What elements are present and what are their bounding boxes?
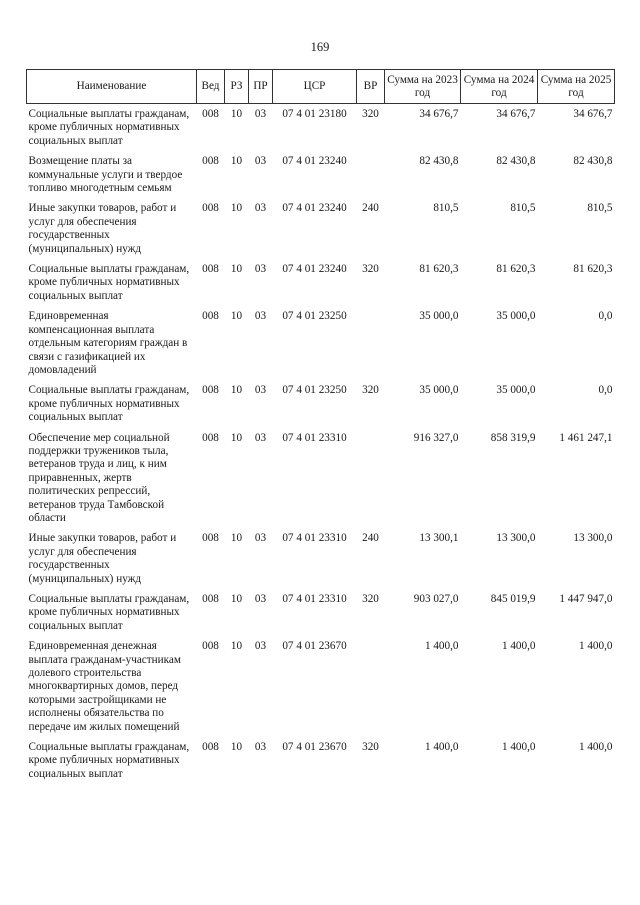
cell-sum-2024: 845 019,9	[490, 593, 536, 605]
cell-vr: 320	[362, 741, 379, 754]
cell-rz: 10	[230, 155, 243, 168]
cell-sum-2025: 1 447 947,0	[559, 593, 613, 605]
cell-csr: 07 4 01 23310	[282, 593, 347, 605]
cell-pr: 03	[254, 202, 267, 215]
cell-sum-2025: 13 300,0	[573, 532, 613, 545]
cell-sum-2024: 81 620,3	[496, 263, 536, 276]
cell-ved: 008	[202, 263, 219, 276]
header-vr: ВР	[357, 70, 385, 104]
cell-sum-2023: 81 620,3	[419, 263, 459, 276]
cell-name: Иные закупки товаров, работ и услуг для обеспечения государственных (муниципальных) нужд	[28, 202, 177, 255]
cell-pr: 03	[254, 384, 267, 397]
cell-ved: 008	[202, 431, 219, 444]
cell-pr: 03	[254, 741, 267, 754]
cell-vr	[357, 148, 385, 195]
cell-csr: 07 4 01 23250	[282, 384, 347, 397]
cell-ved: 008	[202, 202, 219, 215]
cell-pr: 03	[254, 593, 267, 605]
table-row	[27, 256, 615, 303]
cell-pr: 03	[254, 310, 267, 323]
cell-vr	[357, 303, 385, 377]
cell-name: Социальные выплаты гражданам, кроме публичных нормативных социальных выплат	[28, 741, 190, 780]
table-row	[27, 425, 615, 526]
cell-rz: 10	[230, 640, 243, 653]
cell-vr	[357, 425, 385, 526]
header-rz: РЗ	[225, 70, 249, 104]
cell-ved: 008	[202, 384, 219, 397]
cell-pr: 03	[254, 532, 267, 545]
table-row	[27, 586, 615, 633]
table-row	[27, 377, 615, 424]
cell-pr: 03	[254, 155, 267, 168]
cell-vr: 320	[362, 384, 379, 397]
cell-csr: 07 4 01 23670	[282, 640, 347, 653]
cell-sum-2023: 1 400,0	[424, 741, 459, 754]
cell-ved: 008	[202, 310, 219, 323]
cell-sum-2023: 35 000,0	[419, 384, 459, 397]
cell-sum-2025: 1 400,0	[578, 741, 613, 754]
page-number: 169	[310, 40, 330, 54]
cell-name: Социальные выплаты гражданам, кроме публичных нормативных социальных выплат	[28, 593, 190, 632]
cell-rz: 10	[230, 741, 243, 754]
cell-csr: 07 4 01 23670	[282, 741, 347, 754]
header-pr: ПР	[249, 70, 273, 104]
cell-sum-2024: 1 400,0	[501, 640, 536, 653]
cell-name: Иные закупки товаров, работ и услуг для обеспечения государственных (муниципальных) нужд	[28, 532, 177, 585]
cell-sum-2024: 810,5	[510, 202, 536, 215]
cell-csr: 07 4 01 23310	[282, 532, 347, 545]
cell-sum-2024: 35 000,0	[496, 384, 536, 397]
cell-pr: 03	[254, 108, 267, 120]
cell-vr	[357, 633, 385, 734]
cell-pr: 03	[254, 263, 267, 276]
cell-sum-2023: 35 000,0	[419, 310, 459, 323]
cell-name: Обеспечение мер социальной поддержки тружеников тыла, ветеранов труда и лиц, к ним приравненных, жертв политических репрессий, ветеранов труда Тамбовской области	[28, 431, 170, 524]
cell-pr: 03	[254, 640, 267, 653]
cell-csr: 07 4 01 23240	[282, 155, 347, 168]
cell-vr: 240	[362, 532, 379, 545]
cell-sum-2025: 82 430,8	[573, 155, 613, 168]
cell-rz: 10	[230, 202, 243, 215]
header-sum-2023: Сумма на 2023 год	[385, 70, 461, 104]
cell-vr: 320	[362, 263, 379, 276]
table-header-row	[27, 70, 615, 104]
cell-pr: 03	[254, 431, 267, 444]
cell-ved: 008	[202, 108, 219, 120]
cell-name: Возмещение платы за коммунальные услуги и твердое топливо многодетным семьям	[28, 155, 183, 195]
header-name: Наименование	[27, 70, 197, 104]
cell-sum-2025: 81 620,3	[573, 263, 613, 276]
cell-csr: 07 4 01 23240	[282, 263, 347, 276]
cell-vr: 320	[362, 108, 379, 120]
table-row	[27, 195, 615, 256]
cell-name: Единовременная компенсационная выплата отдельным категориям граждан в связи с газификацией их домовладений	[28, 310, 188, 376]
cell-sum-2025: 1 461 247,1	[559, 431, 613, 444]
cell-name: Социальные выплаты гражданам, кроме публичных нормативных социальных выплат	[28, 108, 190, 147]
cell-rz: 10	[230, 263, 243, 276]
cell-vr: 240	[362, 202, 379, 215]
cell-rz: 10	[230, 310, 243, 323]
cell-sum-2024: 13 300,0	[496, 532, 536, 545]
table-body	[27, 104, 615, 782]
header-ved: Вед	[197, 70, 225, 104]
cell-ved: 008	[202, 640, 219, 653]
cell-ved: 008	[202, 155, 219, 168]
cell-sum-2023: 1 400,0	[424, 640, 459, 653]
cell-sum-2025: 34 676,7	[573, 108, 613, 120]
cell-name: Социальные выплаты гражданам, кроме публичных нормативных социальных выплат	[28, 384, 190, 424]
cell-rz: 10	[230, 384, 243, 397]
cell-csr: 07 4 01 23240	[282, 202, 347, 215]
header-csr: ЦСР	[273, 70, 357, 104]
cell-csr: 07 4 01 23180	[282, 108, 347, 120]
cell-sum-2025: 810,5	[587, 202, 613, 215]
header-sum-2025: Сумма на 2025 год	[538, 70, 615, 104]
cell-sum-2023: 82 430,8	[419, 155, 459, 168]
cell-rz: 10	[230, 431, 243, 444]
cell-csr: 07 4 01 23250	[282, 310, 347, 323]
cell-sum-2023: 916 327,0	[413, 431, 459, 444]
cell-rz: 10	[230, 532, 243, 545]
cell-sum-2023: 13 300,1	[419, 532, 459, 545]
cell-vr: 320	[362, 593, 379, 605]
header-sum-2024: Сумма на 2024 год	[461, 70, 538, 104]
table-row	[27, 148, 615, 195]
cell-sum-2024: 34 676,7	[496, 108, 536, 120]
cell-sum-2025: 0,0	[598, 310, 613, 323]
table-row	[27, 303, 615, 377]
table-row	[27, 633, 615, 734]
cell-name: Единовременная денежная выплата гражданам-участникам долевого строительства многоквартирных домов, перед которыми застройщиками не исполнены обязательства по передаче им жилых помещений	[28, 640, 181, 733]
cell-sum-2023: 903 027,0	[413, 593, 459, 605]
budget-table	[26, 69, 615, 781]
table-row	[27, 734, 615, 781]
cell-sum-2025: 1 400,0	[578, 640, 613, 653]
cell-sum-2024: 35 000,0	[496, 310, 536, 323]
table-row	[27, 104, 615, 149]
cell-sum-2023: 34 676,7	[419, 108, 459, 120]
cell-sum-2024: 858 319,9	[490, 431, 536, 444]
cell-csr: 07 4 01 23310	[282, 431, 347, 444]
cell-rz: 10	[230, 593, 243, 605]
cell-sum-2024: 1 400,0	[501, 741, 536, 754]
cell-rz: 10	[230, 108, 243, 120]
cell-ved: 008	[202, 532, 219, 545]
cell-name: Социальные выплаты гражданам, кроме публичных нормативных социальных выплат	[28, 263, 190, 302]
cell-sum-2023: 810,5	[433, 202, 459, 215]
cell-ved: 008	[202, 741, 219, 754]
table-row	[27, 525, 615, 586]
cell-sum-2024: 82 430,8	[496, 155, 536, 168]
cell-sum-2025: 0,0	[598, 384, 613, 397]
cell-ved: 008	[202, 593, 219, 605]
